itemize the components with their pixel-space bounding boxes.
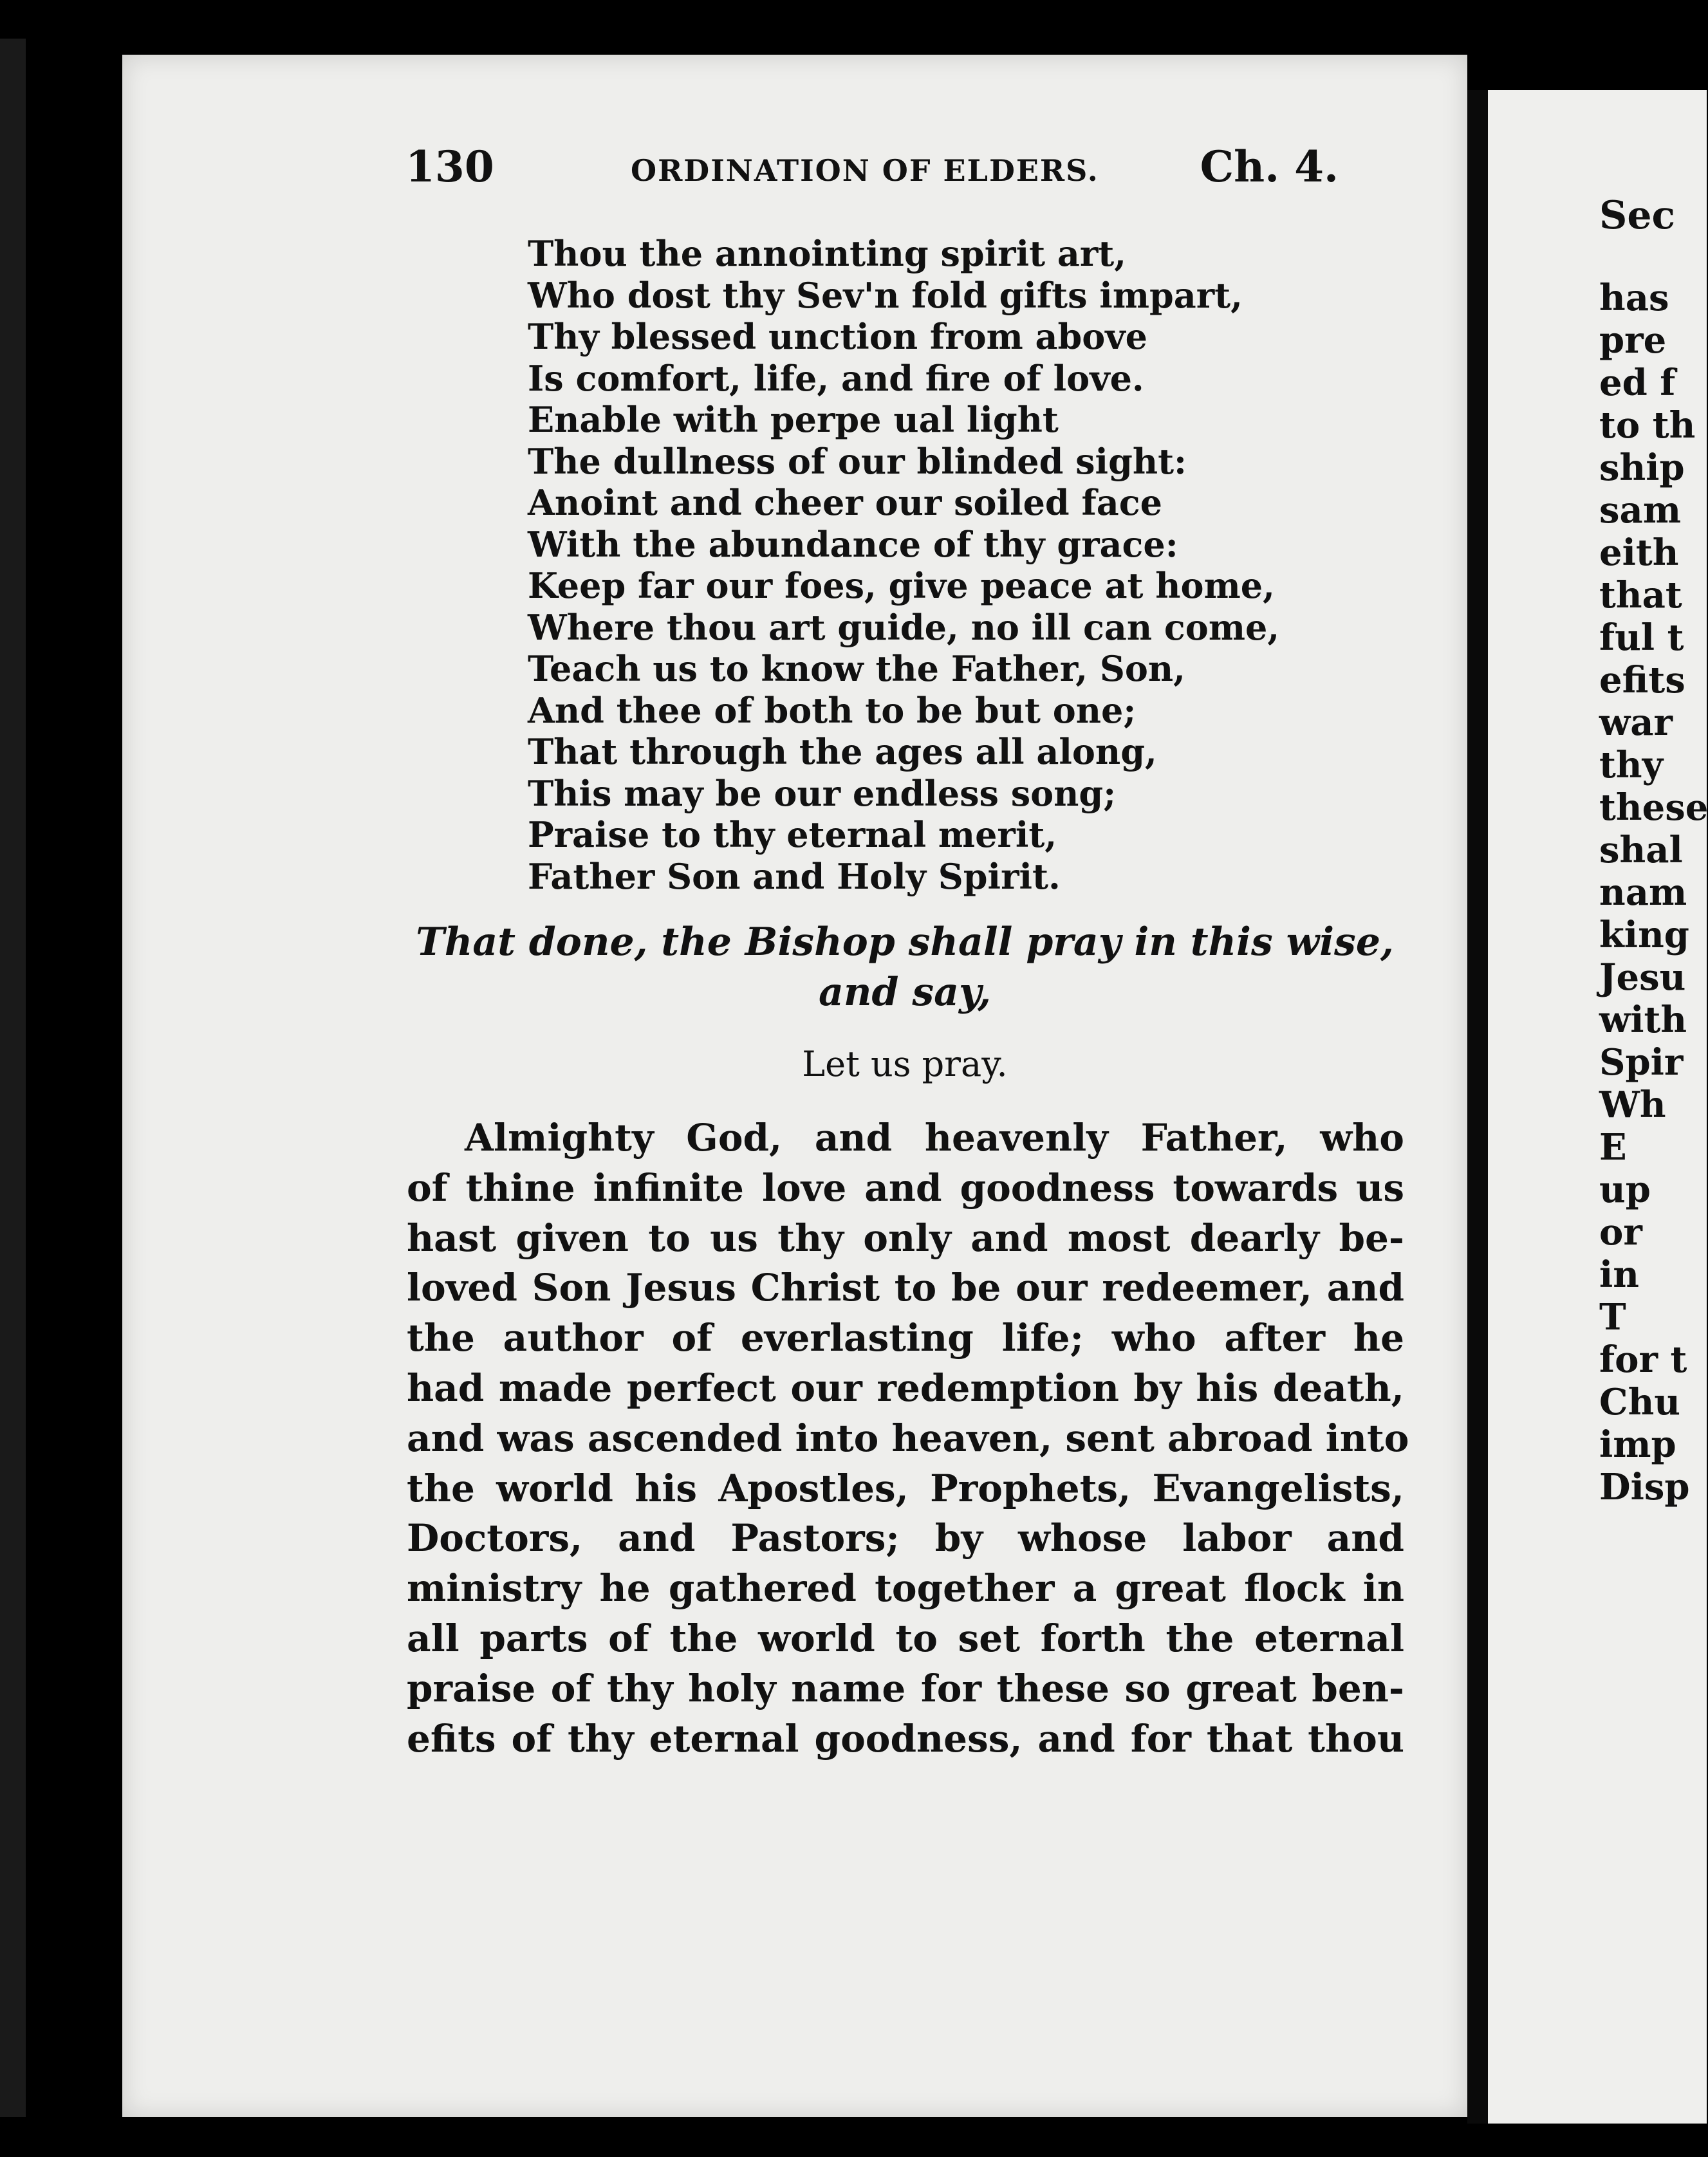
hymn-line: That through the ages all along, — [528, 731, 1157, 772]
prayer-line: and was ascended into heaven, sent abroad into — [407, 1416, 1409, 1460]
facing-page-line: has — [1599, 277, 1669, 319]
prayer-line: Almighty God, and heavenly Father, who — [465, 1116, 1404, 1160]
facing-page-line: Wh — [1599, 1084, 1666, 1126]
hymn-line: Where thou art guide, no ill can come, — [528, 606, 1280, 648]
rubric-line: and say, — [818, 970, 991, 1015]
hymn-line: The dullness of our blinded sight: — [528, 440, 1187, 482]
facing-page-line: or — [1599, 1211, 1642, 1254]
facing-page-line: ful t — [1599, 616, 1684, 659]
facing-page-line: up — [1599, 1169, 1651, 1211]
facing-page-line: nam — [1599, 871, 1687, 914]
facing-page-line: Disp — [1599, 1466, 1690, 1508]
facing-page-line: war — [1599, 701, 1673, 744]
facing-page-line: T — [1599, 1296, 1626, 1338]
hymn-line: Anoint and cheer our soiled face — [528, 482, 1162, 523]
hymn-line: And thee of both to be but one; — [528, 689, 1137, 731]
facing-page-line: king — [1599, 914, 1689, 956]
facing-page-line: that — [1599, 574, 1682, 616]
facing-page-line: efits — [1599, 659, 1685, 701]
prayer-text — [407, 1113, 1409, 1764]
prayer-line: the world his Apostles, Prophets, Evangelists, — [407, 1466, 1404, 1510]
hymn-line: Is comfort, life, and fire of love. — [528, 357, 1144, 399]
hymn-line: With the abundance of thy grace: — [528, 523, 1178, 565]
facing-page-line: Spir — [1599, 1041, 1684, 1084]
page-number: 130 — [405, 142, 494, 192]
facing-page-line: these — [1599, 786, 1708, 829]
book-gutter — [1467, 90, 1488, 2124]
hymn-line: This may be our endless song; — [528, 772, 1117, 814]
hymn-line: Praise to thy eternal merit, — [528, 814, 1057, 855]
running-title: ORDINATION OF ELDERS. — [631, 153, 1099, 188]
facing-page-line: with — [1599, 999, 1687, 1041]
running-head — [405, 129, 1339, 193]
chapter-label: Ch. 4. — [1200, 142, 1339, 192]
facing-page-line: sam — [1599, 489, 1682, 532]
hymn-line: Enable with perpe ual light — [528, 399, 1059, 440]
facing-page-line: thy — [1599, 744, 1664, 786]
book-edge — [0, 39, 26, 2117]
prayer-line: had made perfect our redemption by his death, — [407, 1365, 1404, 1410]
prayer-line: efits of thy eternal goodness, and for that thou — [407, 1716, 1404, 1761]
hymn-line: Who dost thy Sev'n fold gifts impart, — [528, 274, 1243, 316]
prayer-line: the author of everlasting life; who after he — [407, 1316, 1404, 1360]
prayer-line: of thine infinite love and goodness towards us — [407, 1165, 1404, 1210]
facing-page-line: E — [1599, 1126, 1627, 1169]
prayer-line: hast given to us thy only and most dearly be- — [407, 1216, 1404, 1260]
prayer-line: all parts of the world to set forth the eternal — [407, 1616, 1404, 1660]
rubric-instruction — [409, 917, 1400, 1017]
facing-page-line: for t — [1599, 1338, 1687, 1381]
facing-page-line: ship — [1599, 447, 1685, 489]
facing-page-line: imp — [1599, 1423, 1676, 1466]
hymn-line: Thy blessed unction from above — [528, 316, 1148, 357]
rubric-line: That done, the Bishop shall pray in this wise, — [416, 920, 1394, 965]
facing-page-line: in — [1599, 1254, 1639, 1296]
facing-page-line: to th — [1599, 404, 1696, 447]
facing-page-line: Chu — [1599, 1381, 1680, 1423]
lets-pray-heading: Let us pray. — [802, 1044, 1008, 1084]
facing-page-line: shal — [1599, 829, 1683, 871]
hymn-text — [528, 233, 1332, 897]
facing-page-line: Jesu — [1599, 956, 1686, 999]
facing-page-line: eith — [1599, 532, 1679, 574]
facing-page-text — [1599, 277, 1708, 1508]
hymn-line: Thou the annointing spirit art, — [528, 233, 1127, 274]
facing-page-line: pre — [1599, 319, 1667, 362]
hymn-line: Teach us to know the Father, Son, — [528, 648, 1185, 689]
hymn-line: Father Son and Holy Spirit. — [528, 855, 1061, 897]
prayer-line: loved Son Jesus Christ to be our redeemer, and — [407, 1266, 1404, 1310]
facing-page-line: ed f — [1599, 362, 1676, 404]
hymn-line: Keep far our foes, give peace at home, — [528, 565, 1275, 606]
prayer-line: praise of thy holy name for these so great ben- — [407, 1666, 1404, 1710]
prayer-line: Doctors, and Pastors; by whose labor and — [407, 1516, 1404, 1560]
facing-page-head: Sec — [1599, 193, 1676, 238]
prayer-line: ministry he gathered together a great flock in — [407, 1566, 1404, 1611]
